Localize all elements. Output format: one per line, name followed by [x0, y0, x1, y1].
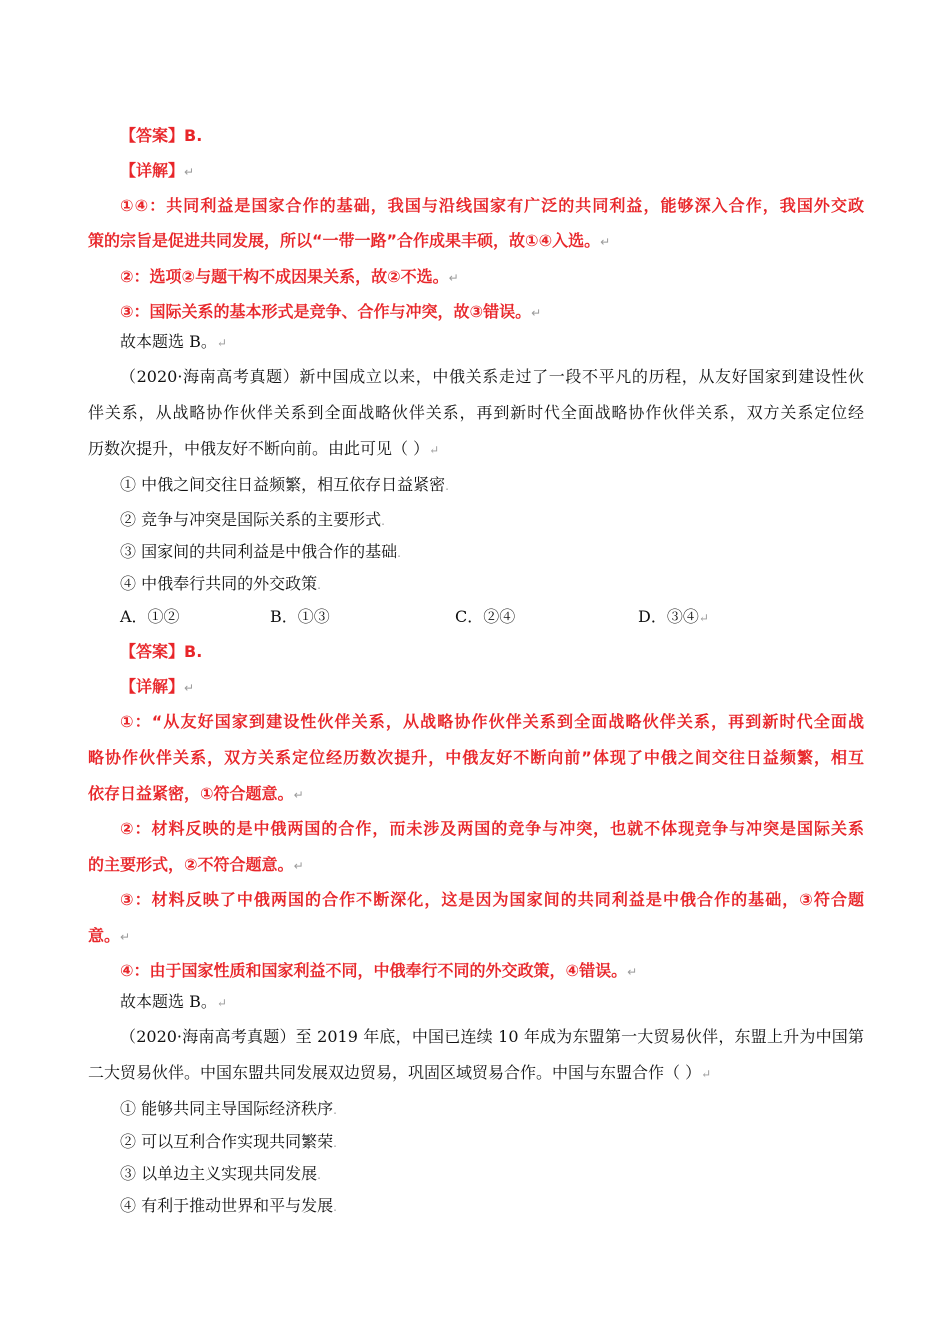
detail-line: ③：材料反映了中俄两国的合作不断深化，这是因为国家间的共同利益是中俄合作的基础，③符合题 [120, 890, 864, 909]
option-d: D．③④↵ [638, 607, 709, 626]
option-a: A．①② [120, 607, 180, 626]
question-stem-q2: （2020·海南高考真题）新中国成立以来，中俄关系走过了一段不平凡的历程，从友好国家到建设性伙 [120, 367, 864, 386]
option-b: B．①③ [270, 607, 330, 626]
statement-item: ① 中俄之间交往日益频繁，相互依存日益紧密. [120, 475, 449, 494]
question-stem-q2: 伴关系，从战略协作伙伴关系到全面战略伙伴关系，再到新时代全面战略协作伙伴关系，双方关系定位经 [88, 403, 864, 422]
detail-line: 的主要形式，②不符合题意。↵ [88, 855, 304, 874]
statement-item: ① 能够共同主导国际经济秩序. [120, 1099, 337, 1118]
detail-title-q1: 【详解】↵ [120, 161, 195, 180]
statement-item: ③ 以单边主义实现共同发展. [120, 1164, 321, 1183]
detail-title-q2: 【详解】↵ [120, 677, 195, 696]
detail-line: ②：材料反映的是中俄两国的合作，而未涉及两国的竞争与冲突，也就不体现竞争与冲突是国际关系 [120, 819, 864, 838]
detail-line: 策的宗旨是促进共同发展，所以“一带一路”合作成果丰硕，故①④入选。↵ [88, 231, 611, 250]
conclusion-q1: 故本题选 B。↵ [120, 332, 227, 351]
detail-line: ②：选项②与题干构不成因果关系，故②不选。↵ [120, 267, 459, 286]
option-c: C．②④ [455, 607, 516, 626]
question-stem-q3: 二大贸易伙伴。中国东盟共同发展双边贸易，巩固区域贸易合作。中国与东盟合作（ ）↵ [88, 1063, 712, 1082]
statement-item: ③ 国家间的共同利益是中俄合作的基础. [120, 542, 401, 561]
detail-line: ①：“从友好国家到建设性伙伴关系，从战略协作伙伴关系到全面战略伙伴关系，再到新时代全面战 [120, 712, 864, 731]
conclusion-q2: 故本题选 B。↵ [120, 992, 227, 1011]
detail-line: ④：由于国家性质和国家利益不同，中俄奉行不同的外交政策，④错误。↵ [120, 961, 638, 980]
question-stem-q2: 历数次提升，中俄友好不断向前。由此可见（ ）↵ [88, 439, 440, 458]
answer-label-q2: 【答案】B. [120, 642, 203, 661]
detail-line: 依存日益紧密，①符合题意。↵ [88, 784, 304, 803]
detail-line: ①④：共同利益是国家合作的基础，我国与沿线国家有广泛的共同利益，能够深入合作，我国外交政 [120, 196, 864, 215]
answer-label-q1: 【答案】B. [120, 126, 203, 145]
detail-line: 略协作伙伴关系，双方关系定位经历数次提升，中俄友好不断向前”体现了中俄之间交往日益频繁，相互 [88, 748, 864, 767]
detail-line: ③：国际关系的基本形式是竞争、合作与冲突，故③错误。↵ [120, 302, 542, 321]
statement-item: ④ 有利于推动世界和平与发展. [120, 1196, 337, 1215]
statement-item: ② 可以互利合作实现共同繁荣. [120, 1132, 337, 1151]
statement-item: ④ 中俄奉行共同的外交政策. [120, 574, 321, 593]
detail-line: 意。↵ [88, 926, 131, 945]
question-stem-q3: （2020·海南高考真题）至 2019 年底，中国已连续 10 年成为东盟第一大贸易伙伴，东盟上升为中国第 [120, 1027, 864, 1046]
statement-item: ② 竞争与冲突是国际关系的主要形式. [120, 510, 385, 529]
